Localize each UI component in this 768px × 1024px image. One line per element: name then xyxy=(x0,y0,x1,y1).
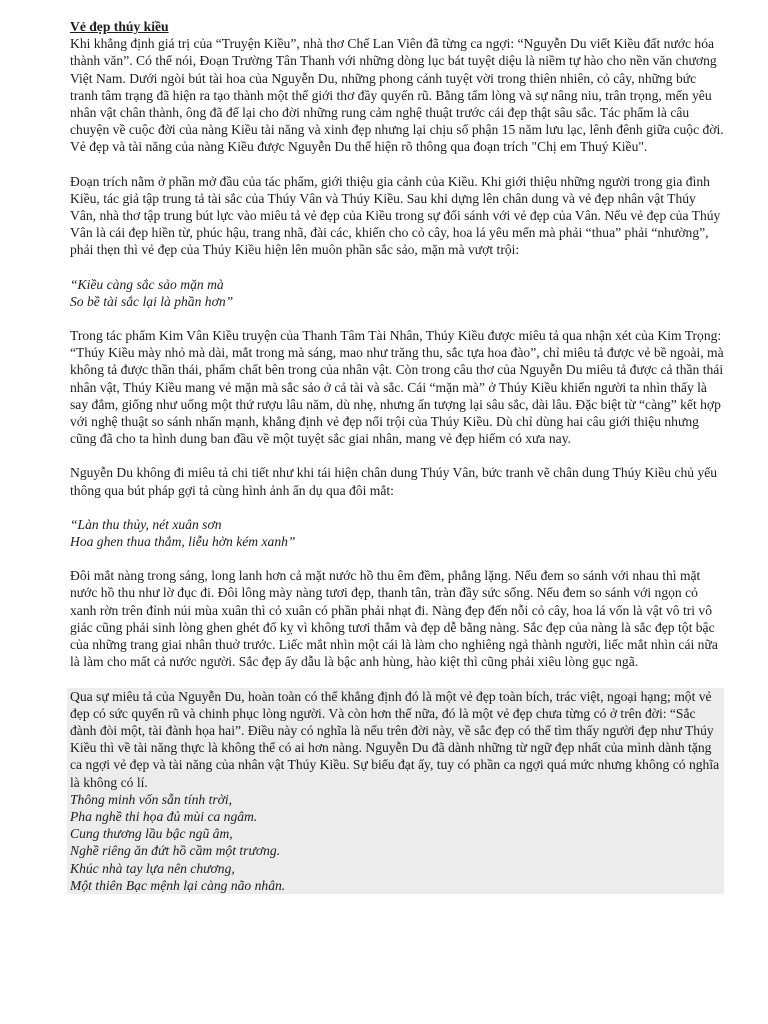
poem-line: Một thiên Bạc mệnh lại càng não nhân. xyxy=(70,877,286,893)
poem-line: Khúc nhà tay lựa nên chương, xyxy=(70,860,235,876)
poem-line: Nghề riêng ăn đứt hồ cầm một trương. xyxy=(70,843,281,859)
paragraph-2: Đoạn trích nằm ở phần mở đầu của tác phẩm, giới thiệu gia cảnh của Kiều. Khi giới thiệu những người trong gia đình Kiều, tác giả tập trung tả tài sắc của Thúy Vân và Thúy Kiều. Sau khi dựng lên chân dung và vẻ đẹp nhân vật Thúy Vân, nhà thơ tập trung bút lực vào miêu tả vẻ đẹp của Kiều trong sự đối sánh với vẻ đẹp của Vân. Nếu vẻ đẹp của Thúy Vân là cái đẹp hiền từ, phúc hậu, trang nhã, đài các, khiến cho cỏ cây, hoa lá yêu mến mà phải “thua” phải “nhường”, phải thẹn thì vẻ đẹp của Thúy Kiều hiện lên muôn phần sắc sảo, mặn mà vượt trội: xyxy=(70,173,721,258)
poem-line: “Kiều càng sắc sảo mặn mà xyxy=(70,276,224,292)
paragraph-5: Đôi mắt nàng trong sáng, long lanh hơn cả mặt nước hồ thu êm đềm, phẳng lặng. Nếu đem so sánh với nhau thì mặt nước hồ thu như lờ đục đi. Đôi lông mày nàng tươi đẹp, thanh tân, tràn đầy sức sống. Nếu đem so sánh với ngọn cỏ xanh rờn trên đỉnh núi mùa xuân thì cỏ xuân có phần phải nhạt đi. Nàng đẹp đến nỗi cỏ cây, hoa lá vốn là vật vô tri vô giác cũng phải sinh lòng ghen ghét đố kỵ vì không tươi thắm và đẹp dễ bằng nàng. Sắc đẹp của nàng là sắc đẹp tột bậc của những trang giai nhân thuở trước. Liếc mắt nhìn một cái là làm cho nghiêng ngả thành người, liếc mắt nhìn cái nữa là làm cho mất cả nước người. Sắc đẹp ấy dẫu là bậc anh hùng, hào kiệt thì cũng phải xiêu lòng gục ngã. xyxy=(70,568,718,670)
poem-line: “Làn thu thủy, nét xuân sơn xyxy=(70,516,222,532)
paragraph-6: Qua sự miêu tả của Nguyễn Du, hoàn toàn có thể khẳng định đó là một vẻ đẹp toàn bích, trác việt, ngoại hạng; một vẻ đẹp có sức quyến rũ và chinh phục lòng người. Và còn hơn thế nữa, đó là một vẻ đẹp chưa từng có ở trên đời: “Sắc đành đòi một, tài đành họa hai”. Điều này có nghĩa là nếu trên đời này, về sắc đẹp có thể tìm thấy người đẹp như Thúy Kiều thì về tài năng thực là không thể có ai hơn nàng. Nguyễn Du đã dành những từ ngữ đẹp nhất của mình dành tặng ca ngợi vẻ đẹp và tài năng của nhân vật Thúy Kiều. Sự biểu đạt ấy, tuy có phần ca ngợi quá mức nhưng không có nghĩa là không có lí. xyxy=(70,688,720,790)
poem-line: So bề tài sắc lại là phần hơn” xyxy=(70,293,234,309)
document-title: Vẻ đẹp thúy kiều xyxy=(70,19,169,34)
paragraph-4: Nguyễn Du không đi miêu tả chi tiết như khi tái hiện chân dung Thúy Vân, bức tranh vẽ chân dung Thúy Kiều chủ yếu thông qua bút pháp gợi tả cùng hình ảnh ẩn dụ qua đôi mắt: xyxy=(70,465,718,498)
paragraph-3: Trong tác phẩm Kim Vân Kiều truyện của Thanh Tâm Tài Nhân, Thúy Kiều được miêu tả qua nhận xét của Kim Trọng: “Thúy Kiều mày nhỏ mà dài, mắt trong mà sáng, mao như trăng thu, sắc tựa hoa đào”, chỉ miêu tả được vẻ bề ngoài, mà không tả được thần thái, phẩm chất bên trong của nhân vật. Còn trong câu thơ của Nguyễn Du miêu tả được cả thần thái nhân vật, Thúy Kiều mang vẻ mặn mà sắc sảo ở cả tài và sắc. Cái “mặn mà” ở Thúy Kiều khiến người ta nhìn thấy là say đắm, giống như uống một thứ rượu lâu năm, dù nhẹ, nhưng ấn tượng lại sâu sắc, dài lâu. Đặc biệt từ “càng” kết hợp với nghệ thuật so sánh nhấn mạnh, khẳng định vẻ đẹp nổi trội của Thúy Kiều. Dù chỉ dùng hai câu giới thiệu nhưng cũng đã cho ta hình dung ban đầu về một tuyệt sắc giai nhân, mang vẻ đẹp hiếm có xưa nay. xyxy=(70,328,724,447)
poem-line: Hoa ghen thua thắm, liễu hờn kém xanh” xyxy=(70,534,296,550)
poem-line: Thông minh vốn sẵn tính trời, xyxy=(70,791,233,807)
poem-line: Pha nghề thi họa đủ mùi ca ngâm. xyxy=(70,808,258,824)
intro-paragraph: Khi khẳng định giá trị của “Truyện Kiều”, nhà thơ Chế Lan Viên đã từng ca ngợi: “Nguyễn Du viết Kiều đất nước hóa thành văn”. Có thể nói, Đoạn Trường Tân Thanh với những dòng lục bát tuyệt diệu là niềm tự hào cho nền văn chương Việt Nam. Dưới ngòi bút tài hoa của Nguyễn Du, những phong cảnh tuyệt vời trong thiên nhiên, cỏ cây, những bức tranh tâm trạng đã hiện ra tạo thành một thế giới thơ đầy quyến rũ. Bằng tấm lòng và sự nâng niu, trân trọng, mến yêu nhân vật chân thành, ông đã để lại cho đời những rung cảm nghệ thuật trước cái đẹp thật sâu sắc. Tác phẩm là câu chuyện về cuộc đời của nàng Kiều tài năng và xinh đẹp nhưng lại chịu số phận 15 năm lưu lạc, lênh đênh giữa cuộc đời. Vẻ đẹp và tài năng của nàng Kiều được Nguyễn Du thể hiện rõ thông qua đoạn trích "Chị em Thuý Kiều". xyxy=(70,36,724,155)
highlighted-section xyxy=(67,688,724,894)
poem-quote-2 xyxy=(70,516,724,550)
poem-quote-3 xyxy=(70,791,724,894)
poem-quote-1 xyxy=(70,276,724,310)
poem-line: Cung thương lầu bậc ngũ âm, xyxy=(70,826,233,842)
